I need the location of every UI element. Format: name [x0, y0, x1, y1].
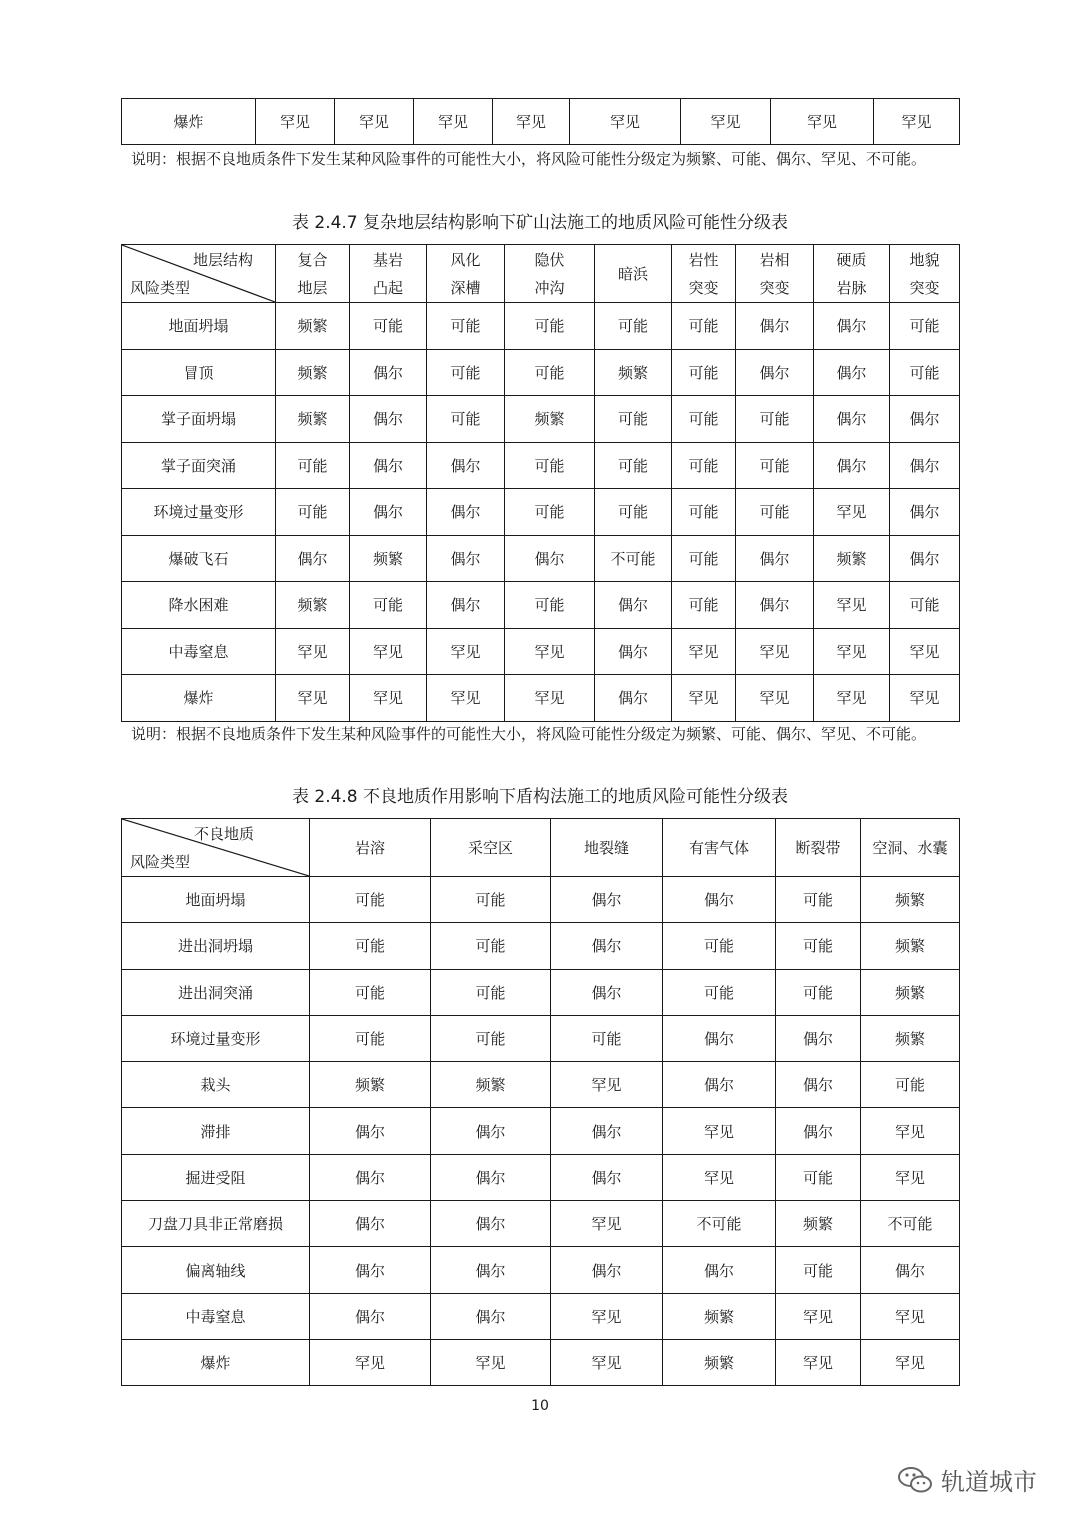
column-header: [505, 245, 595, 303]
column-header: 采空区: [431, 819, 551, 877]
corner-top-label: 地层结构: [192, 251, 253, 269]
column-header-line: 隐伏: [534, 250, 565, 269]
likelihood-cell: 偶尔: [776, 1015, 861, 1061]
likelihood-cell: 偶尔: [890, 535, 960, 582]
likelihood-cell: 偶尔: [890, 489, 960, 536]
likelihood-cell: 频繁: [861, 877, 960, 923]
likelihood-cell: 罕见: [310, 1339, 431, 1385]
likelihood-cell: 可能: [776, 969, 861, 1015]
risk-type-cell: 降水困难: [122, 582, 276, 629]
likelihood-cell: 偶尔: [350, 489, 427, 536]
likelihood-cell: 频繁: [431, 1062, 551, 1108]
column-header-line: 暗浜: [617, 264, 648, 283]
likelihood-cell: 偶尔: [431, 1201, 551, 1247]
column-header: [427, 245, 505, 303]
likelihood-cell: 罕见: [681, 99, 771, 145]
table-row: [122, 1339, 960, 1385]
watermark-text: 轨道城市: [941, 1468, 1037, 1496]
column-header: [890, 245, 960, 303]
likelihood-cell: 罕见: [861, 1108, 960, 1154]
likelihood-cell: 偶尔: [350, 442, 427, 489]
likelihood-cell: 罕见: [505, 628, 595, 675]
top-continuation-table: [121, 98, 960, 145]
likelihood-cell: 偶尔: [663, 1015, 776, 1061]
likelihood-cell: 罕见: [276, 628, 350, 675]
likelihood-cell: 罕见: [335, 99, 414, 145]
likelihood-cell: 偶尔: [861, 1247, 960, 1293]
wechat-icon: [897, 1465, 933, 1495]
column-header: [736, 245, 814, 303]
likelihood-cell: 罕见: [874, 99, 960, 145]
likelihood-cell: 偶尔: [814, 396, 890, 443]
column-header: [595, 245, 672, 303]
table-248-caption: 表 2.4.8 不良地质作用影响下盾构法施工的地质风险可能性分级表: [291, 787, 789, 807]
table-row: [122, 396, 960, 443]
likelihood-cell: 可能: [350, 582, 427, 629]
likelihood-cell: 可能: [505, 349, 595, 396]
likelihood-cell: 可能: [595, 442, 672, 489]
table-row: [122, 675, 960, 722]
risk-type-cell: 掌子面突涌: [122, 442, 276, 489]
likelihood-cell: 可能: [672, 303, 736, 350]
page-number: 10: [531, 1398, 549, 1414]
likelihood-cell: 偶尔: [431, 1108, 551, 1154]
likelihood-cell: 可能: [505, 489, 595, 536]
likelihood-cell: 可能: [776, 1154, 861, 1200]
likelihood-cell: 可能: [350, 303, 427, 350]
likelihood-cell: 罕见: [427, 675, 505, 722]
likelihood-cell: 可能: [672, 349, 736, 396]
risk-type-cell: 偏离轴线: [122, 1247, 310, 1293]
likelihood-cell: 可能: [890, 582, 960, 629]
column-header: 断裂带: [776, 819, 861, 877]
column-header-line: 硬质: [836, 250, 867, 269]
column-header-line: 突变: [909, 278, 940, 297]
likelihood-cell: 罕见: [890, 675, 960, 722]
table-row: [122, 1154, 960, 1200]
likelihood-cell: 偶尔: [505, 535, 595, 582]
likelihood-cell: 罕见: [256, 99, 335, 145]
likelihood-cell: 频繁: [663, 1293, 776, 1339]
likelihood-cell: 偶尔: [310, 1108, 431, 1154]
column-header: 有害气体: [663, 819, 776, 877]
table-row: [122, 628, 960, 675]
risk-type-cell: 进出洞坍塌: [122, 923, 310, 969]
likelihood-cell: 偶尔: [427, 489, 505, 536]
table-row: [122, 1293, 960, 1339]
likelihood-cell: 罕见: [276, 675, 350, 722]
likelihood-cell: 可能: [551, 1015, 663, 1061]
likelihood-cell: 偶尔: [431, 1154, 551, 1200]
column-header: 地裂缝: [551, 819, 663, 877]
likelihood-cell: 罕见: [736, 675, 814, 722]
corner-bottom-label: 风险类型: [130, 853, 191, 871]
likelihood-cell: 罕见: [551, 1293, 663, 1339]
likelihood-cell: 可能: [663, 969, 776, 1015]
likelihood-cell: 偶尔: [595, 628, 672, 675]
likelihood-cell: 频繁: [861, 923, 960, 969]
top-table-row: [122, 99, 960, 145]
likelihood-cell: 罕见: [776, 1339, 861, 1385]
likelihood-cell: 偶尔: [736, 303, 814, 350]
column-header-line: 凸起: [372, 278, 403, 297]
likelihood-cell: 频繁: [310, 1062, 431, 1108]
table-248: [121, 818, 960, 1386]
likelihood-cell: 可能: [431, 877, 551, 923]
table-row: [122, 1062, 960, 1108]
column-header: [814, 245, 890, 303]
likelihood-cell: 罕见: [861, 1154, 960, 1200]
likelihood-cell: 罕见: [814, 675, 890, 722]
likelihood-cell: 偶尔: [663, 1247, 776, 1293]
likelihood-cell: 偶尔: [310, 1293, 431, 1339]
likelihood-cell: 可能: [427, 349, 505, 396]
column-header-line: 冲沟: [534, 278, 565, 297]
likelihood-cell: 频繁: [350, 535, 427, 582]
likelihood-cell: 可能: [672, 582, 736, 629]
column-header: [672, 245, 736, 303]
likelihood-cell: 可能: [736, 489, 814, 536]
likelihood-cell: 罕见: [570, 99, 681, 145]
watermark: [897, 1462, 1037, 1497]
likelihood-cell: 偶尔: [350, 349, 427, 396]
likelihood-cell: 偶尔: [427, 535, 505, 582]
risk-type-cell: 栽头: [122, 1062, 310, 1108]
likelihood-cell: 偶尔: [551, 877, 663, 923]
table-row: [122, 535, 960, 582]
column-header: 岩溶: [310, 819, 431, 877]
likelihood-cell: 偶尔: [814, 303, 890, 350]
likelihood-cell: 频繁: [663, 1339, 776, 1385]
likelihood-cell: 可能: [672, 489, 736, 536]
column-header-line: 地层: [297, 278, 328, 297]
likelihood-cell: 偶尔: [350, 396, 427, 443]
likelihood-cell: 偶尔: [814, 349, 890, 396]
likelihood-cell: 罕见: [890, 628, 960, 675]
risk-type-cell: 滞排: [122, 1108, 310, 1154]
risk-type-cell: 进出洞突涌: [122, 969, 310, 1015]
likelihood-cell: 频繁: [276, 582, 350, 629]
table-247-caption: 表 2.4.7 复杂地层结构影响下矿山法施工的地质风险可能性分级表: [291, 213, 789, 233]
table-row: [122, 1015, 960, 1061]
likelihood-cell: 偶尔: [310, 1154, 431, 1200]
likelihood-cell: 可能: [310, 1015, 431, 1061]
table-row: [122, 349, 960, 396]
column-header-line: 岩相: [759, 250, 790, 269]
likelihood-cell: 可能: [310, 877, 431, 923]
likelihood-cell: 可能: [672, 442, 736, 489]
likelihood-cell: 罕见: [771, 99, 874, 145]
likelihood-cell: 可能: [890, 349, 960, 396]
table-248-corner-header: [122, 819, 310, 877]
likelihood-cell: 偶尔: [551, 969, 663, 1015]
column-header-line: 岩性: [688, 250, 719, 269]
likelihood-cell: 偶尔: [663, 877, 776, 923]
likelihood-cell: 偶尔: [427, 582, 505, 629]
likelihood-cell: 可能: [861, 1062, 960, 1108]
likelihood-cell: 偶尔: [551, 1247, 663, 1293]
likelihood-cell: 偶尔: [427, 442, 505, 489]
likelihood-cell: 可能: [890, 303, 960, 350]
likelihood-cell: 偶尔: [890, 396, 960, 443]
risk-type-cell: 掘进受阻: [122, 1154, 310, 1200]
likelihood-cell: 可能: [310, 923, 431, 969]
likelihood-cell: 可能: [672, 535, 736, 582]
likelihood-cell: 偶尔: [663, 1062, 776, 1108]
risk-type-cell: 中毒窒息: [122, 628, 276, 675]
table-row: [122, 1247, 960, 1293]
corner-bottom-label: 风险类型: [130, 279, 191, 297]
column-header: [350, 245, 427, 303]
likelihood-cell: 不可能: [861, 1201, 960, 1247]
table-row: [122, 489, 960, 536]
table-247: [121, 244, 960, 722]
risk-type-cell: 爆破飞石: [122, 535, 276, 582]
table-row: [122, 442, 960, 489]
likelihood-cell: 偶尔: [776, 1108, 861, 1154]
table-row: [122, 877, 960, 923]
risk-type-cell: 爆炸: [122, 1339, 310, 1385]
column-header-line: 突变: [759, 278, 790, 297]
likelihood-cell: 可能: [776, 877, 861, 923]
column-header-line: 深槽: [450, 278, 481, 297]
likelihood-cell: 频繁: [276, 349, 350, 396]
likelihood-cell: 罕见: [672, 675, 736, 722]
column-header-line: 复合: [297, 250, 328, 269]
likelihood-cell: 可能: [427, 396, 505, 443]
likelihood-cell: 可能: [431, 923, 551, 969]
likelihood-cell: 可能: [736, 442, 814, 489]
likelihood-cell: 频繁: [276, 396, 350, 443]
column-header-line: 基岩: [372, 250, 403, 269]
table-row: [122, 582, 960, 629]
likelihood-cell: 罕见: [427, 628, 505, 675]
likelihood-cell: 可能: [736, 396, 814, 443]
risk-type-cell: 爆炸: [122, 675, 276, 722]
risk-type-cell: 环境过量变形: [122, 1015, 310, 1061]
likelihood-cell: 可能: [427, 303, 505, 350]
risk-type-cell: 地面坍塌: [122, 877, 310, 923]
likelihood-cell: 偶尔: [736, 349, 814, 396]
likelihood-cell: 罕见: [350, 675, 427, 722]
likelihood-cell: 罕见: [814, 582, 890, 629]
likelihood-cell: 罕见: [551, 1339, 663, 1385]
likelihood-cell: 偶尔: [276, 535, 350, 582]
likelihood-cell: 可能: [505, 442, 595, 489]
likelihood-cell: 罕见: [431, 1339, 551, 1385]
likelihood-cell: 罕见: [736, 628, 814, 675]
likelihood-cell: 频繁: [776, 1201, 861, 1247]
likelihood-cell: 偶尔: [595, 582, 672, 629]
risk-type-cell: 爆炸: [122, 99, 256, 145]
table-row: [122, 1201, 960, 1247]
likelihood-cell: 可能: [595, 396, 672, 443]
likelihood-cell: 可能: [431, 1015, 551, 1061]
likelihood-cell: 频繁: [595, 349, 672, 396]
likelihood-cell: 偶尔: [551, 923, 663, 969]
likelihood-cell: 可能: [595, 303, 672, 350]
likelihood-cell: 偶尔: [310, 1201, 431, 1247]
likelihood-cell: 可能: [776, 1247, 861, 1293]
risk-type-cell: 环境过量变形: [122, 489, 276, 536]
likelihood-cell: 罕见: [814, 489, 890, 536]
likelihood-cell: 罕见: [861, 1339, 960, 1385]
likelihood-cell: 频繁: [861, 1015, 960, 1061]
column-header-line: 地貌: [909, 250, 940, 269]
likelihood-cell: 罕见: [493, 99, 570, 145]
likelihood-cell: 罕见: [350, 628, 427, 675]
likelihood-cell: 罕见: [776, 1293, 861, 1339]
likelihood-cell: 不可能: [663, 1201, 776, 1247]
likelihood-cell: 可能: [505, 303, 595, 350]
likelihood-cell: 偶尔: [736, 582, 814, 629]
likelihood-cell: 偶尔: [431, 1247, 551, 1293]
likelihood-cell: 罕见: [414, 99, 493, 145]
likelihood-cell: 频繁: [861, 969, 960, 1015]
column-header-line: 风化: [450, 250, 481, 269]
likelihood-cell: 偶尔: [551, 1154, 663, 1200]
column-header: 空洞、水囊: [861, 819, 960, 877]
likelihood-cell: 频繁: [276, 303, 350, 350]
risk-type-cell: 掌子面坍塌: [122, 396, 276, 443]
likelihood-cell: 偶尔: [551, 1108, 663, 1154]
likelihood-cell: 罕见: [663, 1108, 776, 1154]
table-row: [122, 1108, 960, 1154]
likelihood-cell: 罕见: [861, 1293, 960, 1339]
table-row: [122, 303, 960, 350]
likelihood-cell: 可能: [310, 969, 431, 1015]
table-248-header-row: [122, 819, 960, 877]
risk-type-cell: 刀盘刀具非正常磨损: [122, 1201, 310, 1247]
note-mid: 说明：根据不良地质条件下发生某种风险事件的可能性大小，将风险可能性分级定为频繁、可能、偶尔、罕见、不可能。: [131, 725, 927, 743]
likelihood-cell: 可能: [663, 923, 776, 969]
table-247-corner-header: [122, 245, 276, 303]
likelihood-cell: 可能: [276, 442, 350, 489]
likelihood-cell: 可能: [672, 396, 736, 443]
table-247-header-row: [122, 245, 960, 303]
table-row: [122, 969, 960, 1015]
column-header: [276, 245, 350, 303]
likelihood-cell: 罕见: [505, 675, 595, 722]
likelihood-cell: 频繁: [814, 535, 890, 582]
likelihood-cell: 偶尔: [431, 1293, 551, 1339]
column-header-line: 岩脉: [836, 278, 867, 297]
likelihood-cell: 偶尔: [310, 1247, 431, 1293]
risk-type-cell: 冒顶: [122, 349, 276, 396]
likelihood-cell: 偶尔: [890, 442, 960, 489]
likelihood-cell: 可能: [595, 489, 672, 536]
corner-top-label: 不良地质: [193, 825, 254, 843]
likelihood-cell: 可能: [505, 582, 595, 629]
column-header-line: 突变: [688, 278, 719, 297]
likelihood-cell: 罕见: [663, 1154, 776, 1200]
likelihood-cell: 可能: [776, 923, 861, 969]
likelihood-cell: 频繁: [505, 396, 595, 443]
likelihood-cell: 不可能: [595, 535, 672, 582]
risk-type-cell: 中毒窒息: [122, 1293, 310, 1339]
table-row: [122, 923, 960, 969]
likelihood-cell: 罕见: [551, 1062, 663, 1108]
likelihood-cell: 罕见: [672, 628, 736, 675]
likelihood-cell: 偶尔: [776, 1062, 861, 1108]
likelihood-cell: 偶尔: [736, 535, 814, 582]
likelihood-cell: 可能: [276, 489, 350, 536]
likelihood-cell: 偶尔: [595, 675, 672, 722]
note-top: 说明：根据不良地质条件下发生某种风险事件的可能性大小，将风险可能性分级定为频繁、可能、偶尔、罕见、不可能。: [131, 150, 927, 168]
likelihood-cell: 罕见: [551, 1201, 663, 1247]
likelihood-cell: 偶尔: [814, 442, 890, 489]
risk-type-cell: 地面坍塌: [122, 303, 276, 350]
likelihood-cell: 罕见: [814, 628, 890, 675]
likelihood-cell: 可能: [431, 969, 551, 1015]
